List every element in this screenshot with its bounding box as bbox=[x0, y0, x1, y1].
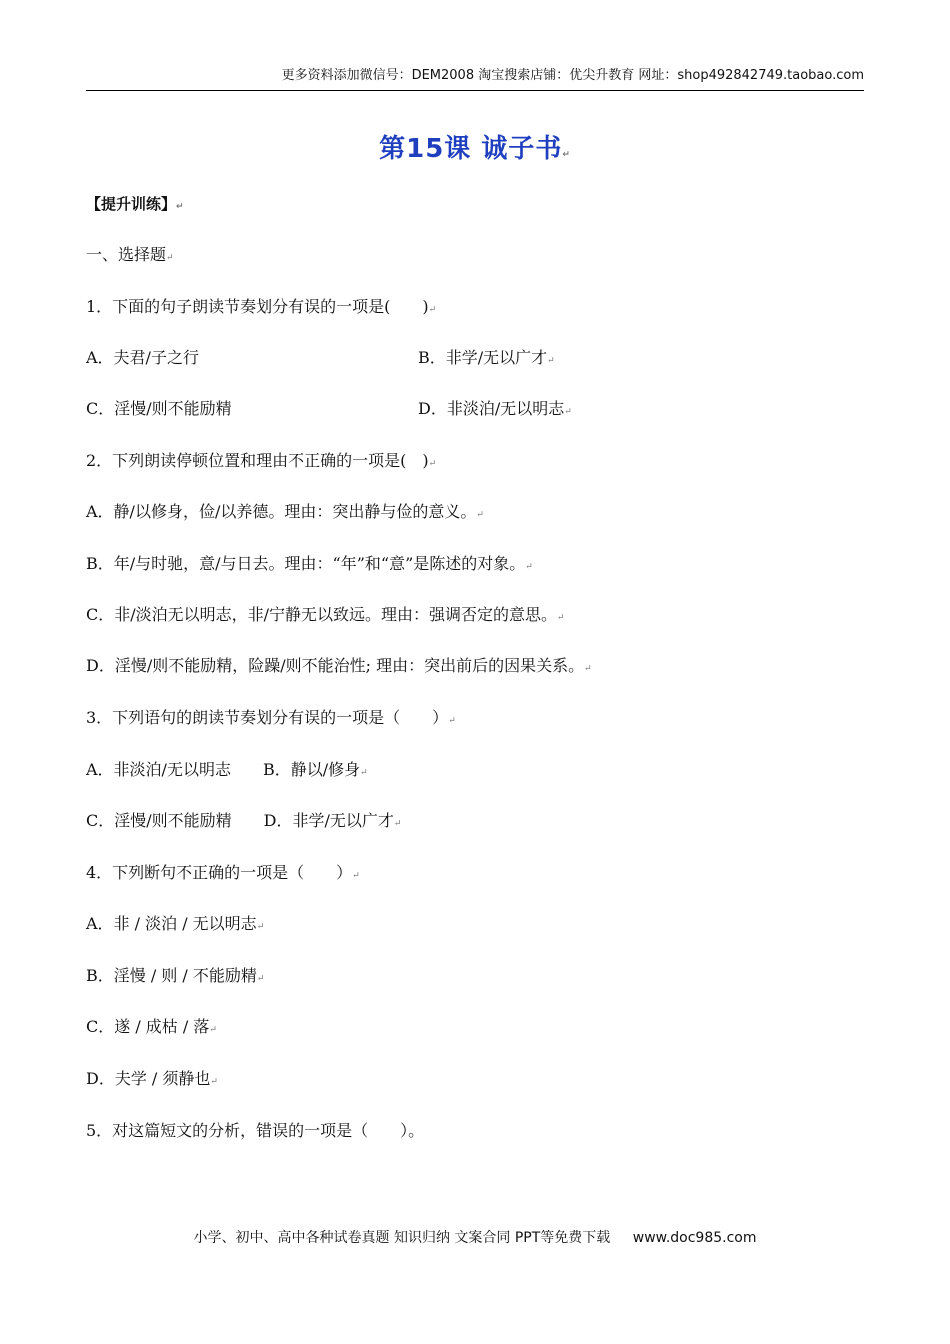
question-2-stem: 2．下列朗读停顿位置和理由不正确的一项是( )↵ bbox=[86, 451, 437, 470]
question-2-option-c: C．非/淡泊无以明志，非/宁静无以致远。理由：强调否定的意思。↵ bbox=[86, 605, 565, 624]
part-heading: 一、选择题↵ bbox=[86, 245, 174, 264]
question-5-stem: 5．对这篇短文的分析，错误的一项是（ ）。 bbox=[86, 1121, 425, 1140]
footer-url[interactable]: www.doc985.com bbox=[632, 1230, 757, 1246]
question-4-option-c: C．遂 / 成枯 / 落↵ bbox=[86, 1017, 217, 1036]
question-1-stem: 1．下面的句子朗读节奏划分有误的一项是( )↵ bbox=[86, 297, 437, 316]
section-heading: 【提升训练】↵ bbox=[86, 195, 184, 213]
question-2-option-b: B．年/与时驰，意/与日去。理由：“年”和“意”是陈述的对象。↵ bbox=[86, 554, 533, 573]
question-1-option-c: C．淫慢/则不能励精 bbox=[86, 399, 232, 418]
question-1-option-a: A．夫君/子之行 bbox=[86, 348, 199, 367]
page-title: 第15课 诚子书↵ bbox=[379, 134, 571, 164]
question-2-option-a: A．静/以修身，俭/以养德。理由：突出静与俭的意义。↵ bbox=[86, 502, 484, 521]
question-3-options-cd: C．淫慢/则不能励精 D．非学/无以广才↵ bbox=[86, 811, 402, 830]
question-1-option-d: D．非淡泊/无以明志↵ bbox=[418, 399, 572, 418]
question-4-option-d: D．夫学 / 须静也↵ bbox=[86, 1069, 218, 1088]
question-4-option-b: B．淫慢 / 则 / 不能励精↵ bbox=[86, 966, 265, 985]
question-4-option-a: A．非 / 淡泊 / 无以明志↵ bbox=[86, 914, 265, 933]
footer-text: 小学、初中、高中各种试卷真题 知识归纳 文案合同 PPT等免费下载 bbox=[193, 1230, 611, 1246]
question-1-option-b: B．非学/无以广才↵ bbox=[418, 348, 555, 367]
question-3-stem: 3．下列语句的朗读节奏划分有误的一项是（ ）↵ bbox=[86, 708, 456, 727]
header-text: 更多资料添加微信号：DEM2008 淘宝搜索店铺：优尖升教育 网址：shop492842749.taobao.com bbox=[281, 68, 864, 83]
page-footer bbox=[0, 1227, 950, 1247]
question-2-option-d: D．淫慢/则不能励精，险躁/则不能治性; 理由：突出前后的因果关系。↵ bbox=[86, 656, 592, 675]
question-4-stem: 4．下列断句不正确的一项是（ ）↵ bbox=[86, 863, 360, 882]
question-3-options-ab: A．非淡泊/无以明志 B．静以/修身↵ bbox=[86, 760, 368, 779]
page-header bbox=[86, 66, 864, 91]
